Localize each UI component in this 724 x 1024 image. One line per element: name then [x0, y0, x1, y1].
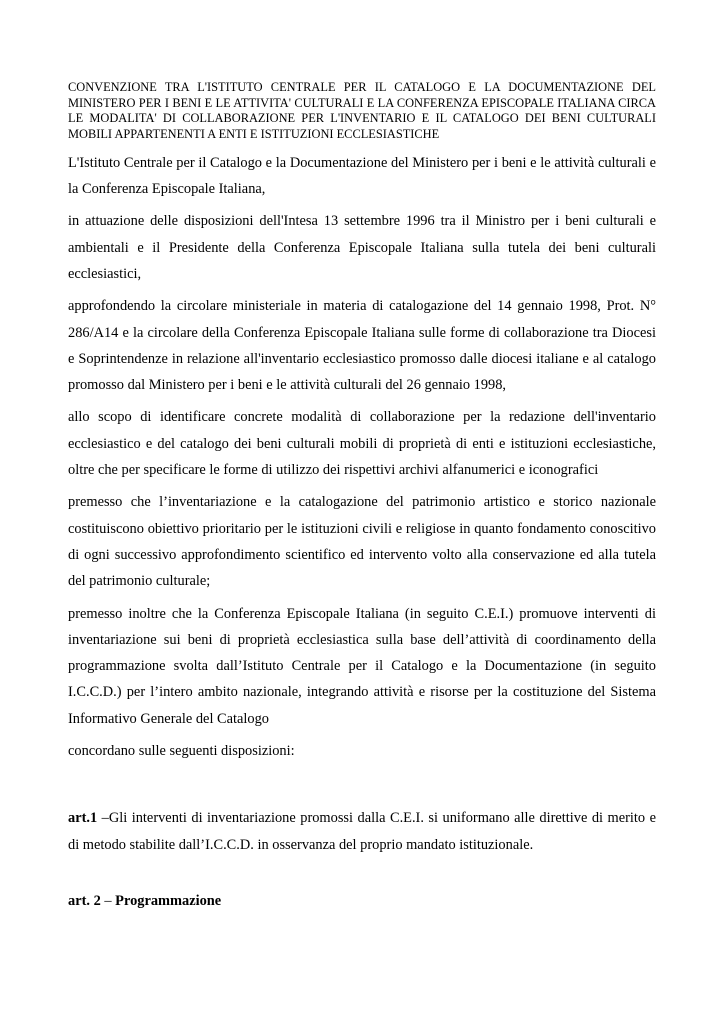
paragraph-premesso: premesso che l’inventariazione e la catalogazione del patrimonio artistico e storico nazionale costituiscono obiettivo prioritario per le istituzioni civili e religiose in quanto fondamento conoscitivo di ogni successivo approfondimento scientifico ed intervento volto alla conservazione ed alla tutela del patrimonio culturale;	[68, 494, 656, 590]
paragraph-scopo: allo scopo di identificare concrete modalità di collaborazione per la redazione dell'inventario ecclesiastico e del catalogo dei beni culturali mobili di proprietà di enti e istituzioni ecclesiastiche, oltre che per specificare le forme di utilizzo dei rispettivi archivi alfanumerici e iconografici	[68, 409, 656, 479]
document-title: CONVENZIONE TRA L'ISTITUTO CENTRALE PER IL CATALOGO E LA DOCUMENTAZIONE DEL MINISTERO PER I BENI E LE ATTIVITA' CULTURALI E LA CONFERENZA EPISCOPALE ITALIANA CIRCA LE MODALITA' DI COLLABORAZIONE PER L'INVENTARIO E IL CATALOGO DEI BENI CULTURALI MOBILI APPARTENENTI A ENTI E ISTITUZIONI ECCLESIASTICHE	[68, 80, 656, 142]
article-2-dash: –	[100, 892, 116, 909]
paragraph-concordano: concordano sulle seguenti disposizioni:	[68, 743, 295, 760]
paragraph-parties: L'Istituto Centrale per il Catalogo e la Documentazione del Ministero per i beni e le attività culturali e la Conferenza Episcopale Italiana,	[68, 154, 656, 198]
article-1	[68, 805, 656, 858]
article-2-label: art. 2	[68, 892, 101, 909]
article-1-text: –Gli interventi di inventariazione promossi dalla C.E.I. si uniformano alle direttive di merito e di metodo stabilite dall’I.C.C.D. in osservanza del proprio mandato istituzionale.	[68, 810, 656, 853]
article-2-title: Programmazione	[115, 892, 222, 909]
section-spacer	[68, 770, 656, 805]
document-page	[68, 80, 656, 914]
paragraph-premesso-inoltre: premesso inoltre che la Conferenza Episcopale Italiana (in seguito C.E.I.) promuove interventi di inventariazione sui beni di proprietà ecclesiastica sulla base dell’attività di coordinamento della programmazione svolta dall’Istituto Centrale per il Catalogo e la Documentazione (in seguito I.C.C.D.) per l’intero ambito nazionale, integrando attività e risorse per la costituzione del Sistema Informativo Generale del Catalogo	[68, 605, 656, 727]
paragraph-circolare: approfondendo la circolare ministeriale in materia di catalogazione del 14 gennaio 1998, Prot. N° 286/A14 e la circolare della Conferenza Episcopale Italiana sulle forme di collaborazione tra Diocesi e Soprintendenze in relazione all'inventario ecclesiastico promosso dalle diocesi italiane e al catalogo promosso dal Ministero per i beni e le attività culturali del 26 gennaio 1998,	[68, 298, 656, 394]
article-1-label: art.1	[68, 810, 98, 827]
article-2-heading	[68, 888, 656, 914]
paragraph-intesa: in attuazione delle disposizioni dell'Intesa 13 settembre 1996 tra il Ministro per i beni culturali e ambientali e il Presidente della Conferenza Episcopale Italiana sulla tutela dei beni culturali ecclesiastici,	[68, 213, 656, 282]
